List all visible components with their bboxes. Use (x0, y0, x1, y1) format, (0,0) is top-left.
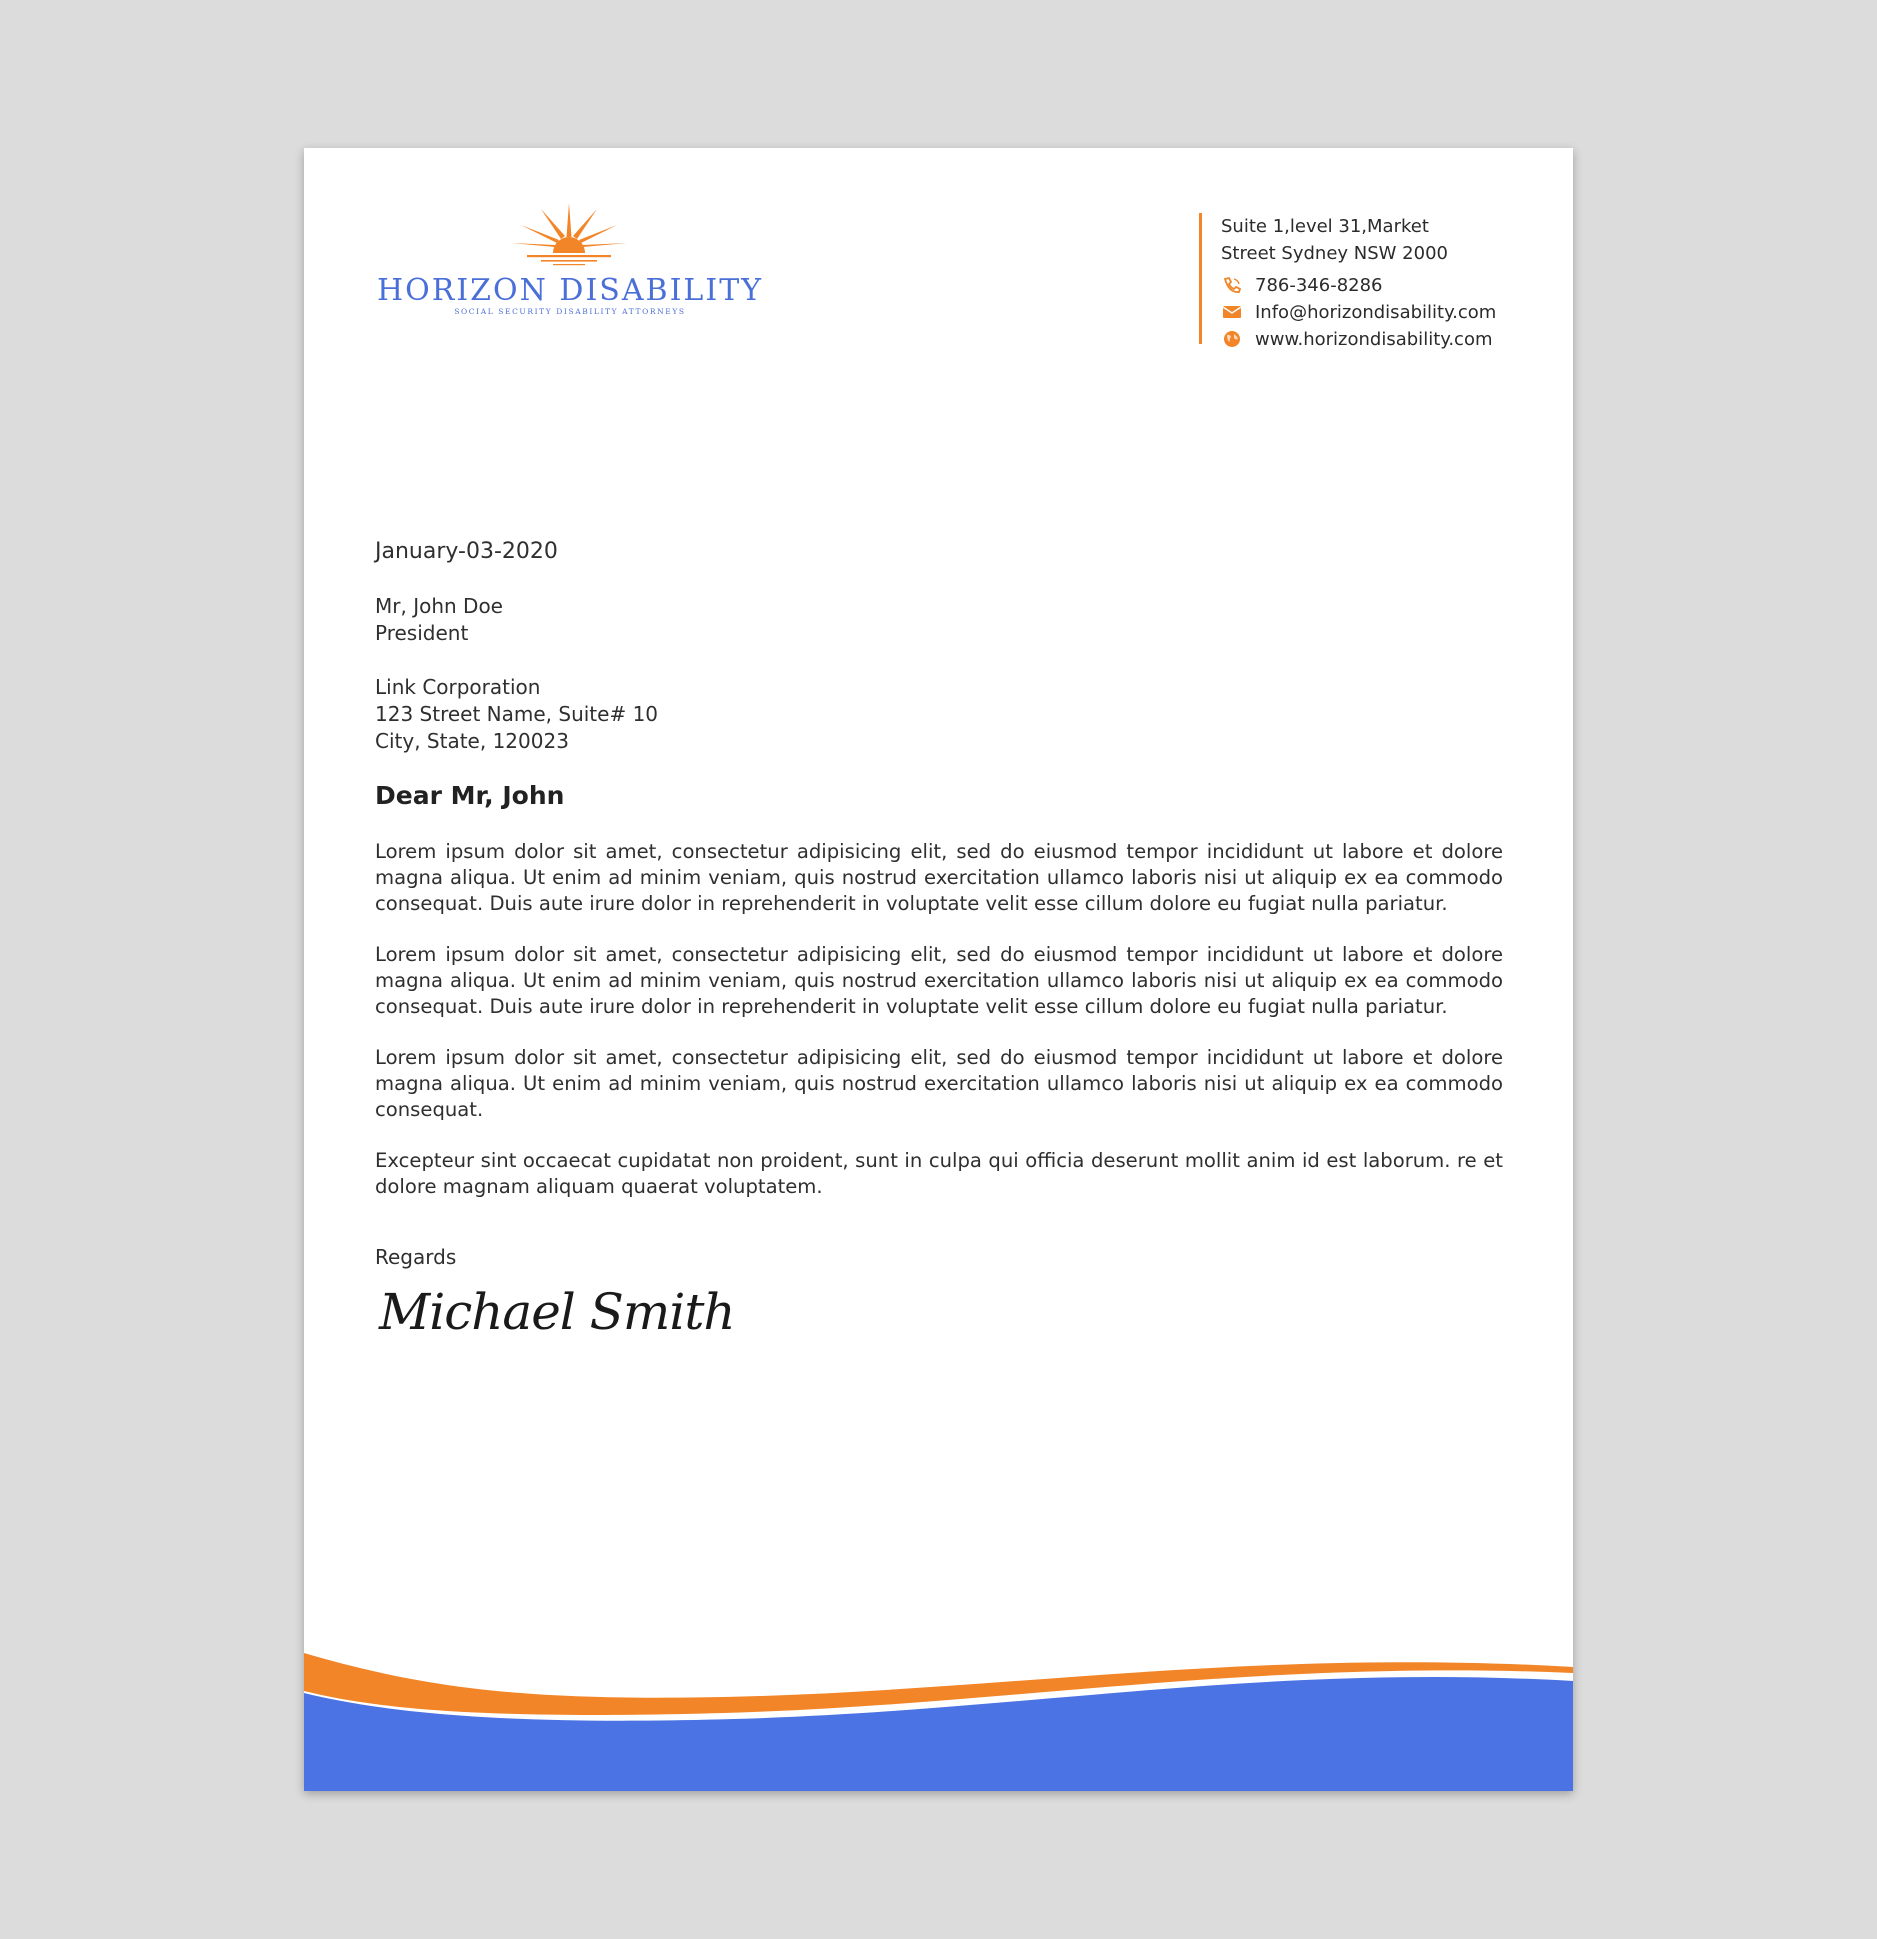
company-address (1221, 213, 1448, 267)
closing: Regards (375, 1245, 457, 1269)
website-row (1221, 327, 1493, 351)
company-name: HORIZON DISABILITY (376, 273, 764, 308)
letter-body (375, 538, 1503, 1341)
signature: Michael Smith (379, 1283, 735, 1341)
recipient-address (375, 674, 1503, 755)
address-line-2: Street Sydney NSW 2000 (1221, 243, 1448, 264)
letterhead-page (304, 148, 1573, 1791)
website-url[interactable]: www.horizondisability.com (1255, 328, 1493, 350)
recipient-company: Link Corporation (375, 675, 541, 699)
recipient-name: Mr, John Doe (375, 594, 503, 618)
paragraph-2: Lorem ipsum dolor sit amet, consectetur adipisicing elit, sed do eiusmod tempor incididunt ut labore et dolore magna aliqua. Ut enim ad minim veniam, quis nostrud exercitation ullamco laboris nisi ut aliquip ex ea commodo consequat. Duis aute irure dolor in reprehenderit in voluptate velit esse cillum dolore eu fugiat nulla pariatur. (375, 943, 1503, 1018)
paragraph-3: Lorem ipsum dolor sit amet, consectetur adipisicing elit, sed do eiusmod tempor incididunt ut labore et dolore magna aliqua. Ut enim ad minim veniam, quis nostrud exercitation ullamco laboris nisi ut aliquip ex ea commodo consequat. (375, 1046, 1503, 1121)
globe-icon (1221, 330, 1243, 348)
email-row (1221, 300, 1496, 324)
contact-block (1199, 213, 1539, 353)
address-line-1: Suite 1,level 31,Market (1221, 216, 1429, 237)
email-address[interactable]: Info@horizondisability.com (1255, 301, 1497, 323)
sunrise-icon (509, 203, 629, 269)
paragraph-4: Excepteur sint occaecat cupidatat non proident, sunt in culpa qui officia deserunt mollit anim id est laborum. re et dolore magnam aliquam quaerat voluptatem. (375, 1149, 1503, 1198)
footer-wave (304, 1653, 1573, 1791)
recipient-title: President (375, 621, 469, 645)
recipient-street: 123 Street Name, Suite# 10 (375, 702, 659, 726)
phone-icon (1221, 276, 1243, 294)
contact-divider (1199, 213, 1202, 344)
company-logo (374, 203, 774, 313)
phone-row (1221, 273, 1383, 297)
phone-number: 786-346-8286 (1255, 274, 1383, 296)
recipient-block (375, 593, 1503, 647)
letter-date: January-03-2020 (375, 539, 558, 564)
salutation: Dear Mr, John (375, 781, 565, 810)
paragraph-1: Lorem ipsum dolor sit amet, consectetur adipisicing elit, sed do eiusmod tempor incididunt ut labore et dolore magna aliqua. Ut enim ad minim veniam, quis nostrud exercitation ullamco laboris nisi ut aliquip ex ea commodo consequat. Duis aute irure dolor in reprehenderit in voluptate velit esse cillum dolore eu fugiat nulla pariatur. (375, 840, 1503, 915)
envelope-icon (1221, 303, 1243, 321)
company-tagline: SOCIAL SECURITY DISABILITY ATTORNEYS (454, 307, 686, 316)
recipient-city: City, State, 120023 (375, 729, 569, 753)
